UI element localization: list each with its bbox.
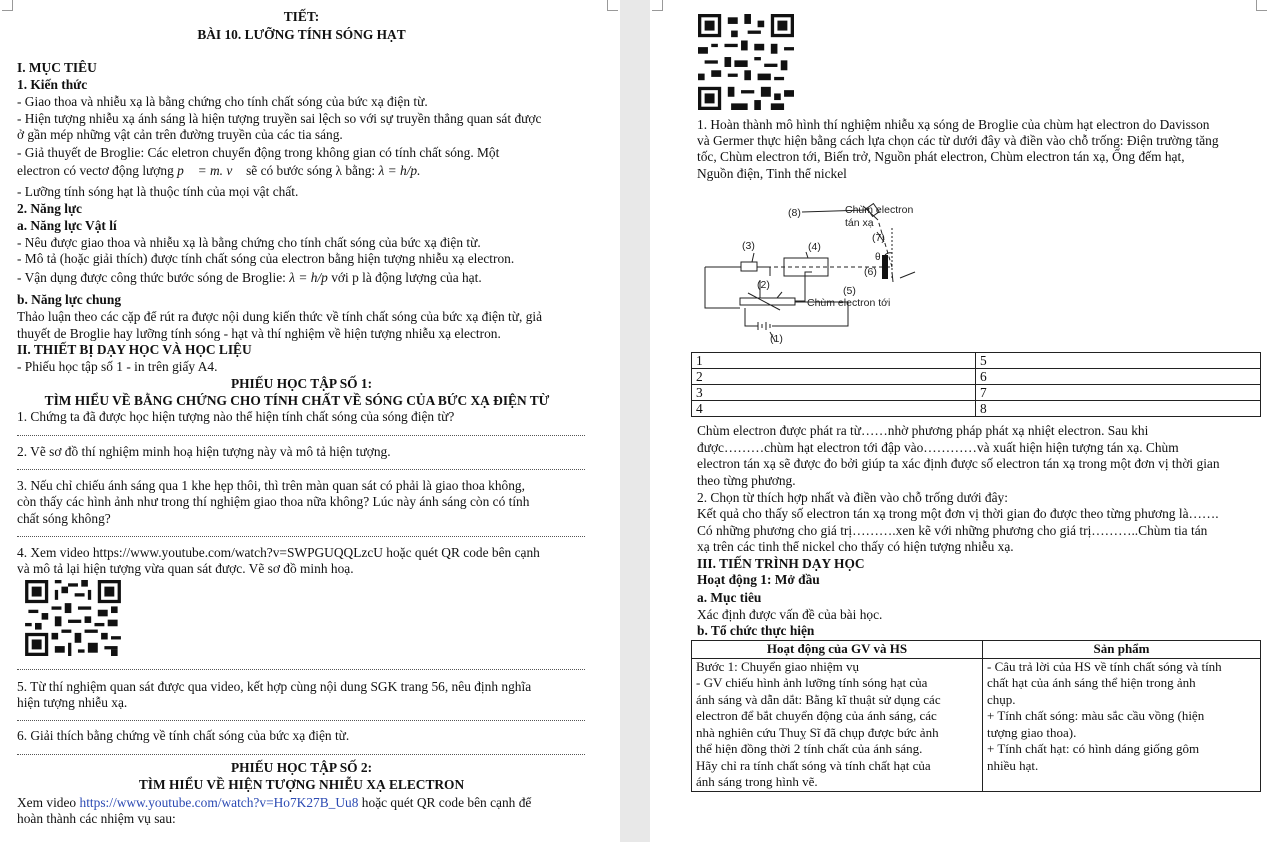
paragraph-line: ở gần mép những vật cản trên đường truyền của các tia sáng. <box>17 127 343 142</box>
answer-line <box>17 469 585 470</box>
paragraph-line: - Lưỡng tính sóng hạt là thuộc tính của mọi vật chất. <box>17 184 299 199</box>
paragraph-line: thuyết de Broglie hay lưỡng tính sóng - hạt và thí nghiệm về hiện tượng nhiễu xạ electron. <box>17 326 501 341</box>
qr-code-icon <box>24 580 122 656</box>
paragraph-line <box>17 795 531 811</box>
fill-in-line: Có những phương cho giá trị……….xen kẽ với những phương cho giá trị………..Chùm tia tán <box>697 523 1208 538</box>
fill-in-line: Chùm electron được phát ra từ……nhờ phương pháp phát xạ nhiệt electron. Sau khi <box>697 423 1149 438</box>
task-line: và Germer thực hiện bằng cách lựa chọn các từ dưới đây và điền vào chỗ trống: Điện trường tăng <box>697 133 1219 148</box>
paragraph-line: - Hiện tượng nhiễu xạ ánh sáng là hiện tượng truyền sai lệch so với sự truyền thẳng quan sát được <box>17 111 542 126</box>
table-cell: 6 <box>976 369 1261 385</box>
fill-in-line: theo từng phương. <box>697 473 796 488</box>
task-line: tốc, Chùm electron tới, Biến trở, Nguồn phát electron, Chùm electron tán xạ, Ống đếm hạt, <box>697 149 1185 164</box>
margin-corner-mark <box>1256 0 1267 11</box>
subsection-heading: Hoạt động 1: Mở đầu <box>697 572 820 587</box>
cell-line: ánh sáng trong hình vẽ. <box>696 774 818 789</box>
table-header-row <box>692 641 1261 659</box>
text-span: Xem video <box>17 795 77 810</box>
task-line: Nguồn điện, Tinh thể nickel <box>697 166 847 181</box>
table-row <box>692 658 1261 791</box>
table-row <box>692 401 1261 417</box>
column-header: Hoạt động của GV và HS <box>692 641 983 659</box>
paragraph-line: Xác định được vấn đề của bài học. <box>697 607 883 622</box>
text-span: - Vận dụng được công thức bước sóng de Broglie: <box>17 270 286 285</box>
cell-line: - GV chiếu hình ảnh lưỡng tính sóng hạt của <box>696 675 928 690</box>
diagram-label: (8) <box>788 207 801 219</box>
document-page-left <box>0 0 620 842</box>
cell-line: - Câu trả lời của HS về tính chất sóng và tính <box>987 658 1222 674</box>
circuit-wire <box>745 308 758 326</box>
answer-line <box>17 536 585 537</box>
paragraph-line: - Phiếu học tập số 1 - in trên giấy A4. <box>17 359 218 374</box>
question: còn thấy các hình ảnh như trong thí nghiệm giao thoa nữa không? Lúc này ánh sáng còn có tính <box>17 494 530 509</box>
table-cell: 7 <box>976 385 1261 401</box>
nickel-crystal-icon <box>882 255 888 279</box>
activity-table <box>691 640 1261 792</box>
qr-code-icon <box>698 14 794 110</box>
cell-line: tượng giao thoa). <box>987 724 1077 740</box>
margin-corner-mark <box>607 0 618 11</box>
fill-in-line: electron tán xạ sẽ được đo bởi giúp ta xác định được số electron tán xạ trong một đơn vị thời gian <box>697 456 1220 471</box>
worksheet-title: TÌM HIỂU VỀ BẰNG CHỨNG CHO TÍNH CHẤT VỀ SÓNG CỦA BỨC XẠ ĐIỆN TỪ <box>44 393 550 408</box>
formula: λ = h/p. <box>378 163 421 178</box>
text-span: electron có vectơ động lượng <box>17 163 174 178</box>
rheostat-icon <box>740 298 795 305</box>
leader-line <box>900 272 915 278</box>
question: chất sóng không? <box>17 511 111 526</box>
paragraph-line: - Giao thoa và nhiễu xạ là bằng chứng cho tính chất sóng của bức xạ điện từ. <box>17 94 428 109</box>
formula: λ = h/p <box>289 270 328 285</box>
question: 1. Chứng ta đã được học hiện tượng nào thể hiện tính chất sóng của sóng điện từ? <box>17 409 455 424</box>
subsection-heading: a. Mục tiêu <box>697 590 762 605</box>
leader-line <box>892 272 893 282</box>
answer-line <box>17 669 585 670</box>
fill-in-line: xạ trên các tinh thể nickel cho thấy có hiện tượng nhiễu xạ. <box>697 539 1014 554</box>
answer-line <box>17 754 585 755</box>
answer-line <box>17 720 585 721</box>
diagram-label: (4) <box>808 241 821 253</box>
question: và mô tả lại hiện tượng vừa quan sát được. Vẽ sơ đồ minh hoạ. <box>17 561 354 576</box>
theta-arc <box>885 253 892 255</box>
product-cell <box>983 658 1261 791</box>
table-row <box>692 353 1261 369</box>
cell-line: nhà nghiên cứu Thuỵ Sĩ đã chụp được bức ảnh <box>696 724 939 740</box>
paragraph-line: - Mô tả (hoặc giải thích) được tính chất sóng của electron bằng hiện tượng nhiễu xạ electron. <box>17 251 515 266</box>
cell-line: Hãy chỉ ra tính chất sóng và tính chất hạt của <box>696 757 931 773</box>
section-heading: I. MỤC TIÊU <box>17 60 97 75</box>
subsection-heading: b. Tổ chức thực hiện <box>697 623 815 638</box>
paragraph-line: hoàn thành các nhiệm vụ sau: <box>17 811 176 826</box>
cell-line: + Tính chất sóng: màu sắc cầu vồng (hiện <box>987 708 1205 723</box>
answer-table <box>691 352 1261 417</box>
question: 3. Nếu chỉ chiếu ánh sáng qua 1 khe hẹp thôi, thì trên màn quan sát có phải là giao thoa không, <box>17 478 525 493</box>
formula: p⃗ = m. v⃗ <box>177 163 243 178</box>
table-row <box>692 385 1261 401</box>
table-cell: 2 <box>692 369 976 385</box>
question: 2. Vẽ sơ đồ thí nghiệm minh hoạ hiện tượng này và mô tả hiện tượng. <box>17 444 391 459</box>
text-span: hoặc quét QR code bên cạnh để <box>361 795 532 810</box>
task-line: 1. Hoàn thành mô hình thí nghiệm nhiễu xạ sóng de Broglie của chùm hạt electron do Davisson <box>697 117 1210 132</box>
diagram-label: (7) <box>872 232 885 244</box>
text-span: sẽ có bước sóng λ bằng: <box>246 163 376 178</box>
cell-line: chất hạt của ánh sáng thể hiện trong ảnh <box>987 675 1196 690</box>
cell-line: nhiều hạt. <box>987 757 1039 773</box>
question: 6. Giải thích bằng chứng về tính chất sóng của bức xạ điện từ. <box>17 728 350 743</box>
cell-line: electron để bắt chuyển động của ánh sáng, các <box>696 708 937 723</box>
worksheet-title: TÌM HIỂU VỀ HIỆN TƯỢNG NHIỄU XẠ ELECTRON <box>138 777 465 792</box>
table-cell: 1 <box>692 353 976 369</box>
circuit-wire <box>757 267 770 276</box>
page-gutter <box>620 0 650 842</box>
answer-line <box>17 435 585 436</box>
document-page-right <box>650 0 1273 842</box>
leader-line <box>752 253 754 262</box>
cell-line: Bước 1: Chuyển giao nhiệm vụ <box>696 658 860 674</box>
margin-corner-mark <box>652 0 663 11</box>
table-row <box>692 369 1261 385</box>
video-link[interactable]: https://www.youtube.com/watch?v=Ho7K27B_Uu8 <box>79 795 359 810</box>
tiet-label: TIẾT: <box>283 9 320 24</box>
fill-in-line: Kết quả cho thấy số electron tán xạ trong một đơn vị thời gian đo được theo từng phương là……. <box>697 506 1219 521</box>
table-cell: 4 <box>692 401 976 417</box>
diagram-caption: Chùm electron <box>845 204 914 216</box>
text-span: với p là động lượng của hạt. <box>331 270 482 285</box>
diagram-caption: Chùm electron tới <box>807 297 891 309</box>
worksheet-heading: PHIẾU HỌC TẬP SỐ 1: <box>230 376 373 391</box>
diagram-label: (3) <box>742 240 755 252</box>
subsection-heading: 1. Kiến thức <box>17 77 88 92</box>
cell-line: + Tính chất hạt: có hình dáng giống gôm <box>987 741 1200 756</box>
question: hiện tượng nhiễu xạ. <box>17 695 128 710</box>
cell-line: ánh sáng và dẫn dắt: Bằng kĩ thuật sử dụng các <box>696 691 941 707</box>
davisson-germer-diagram <box>700 198 930 348</box>
electron-source-icon <box>741 262 757 271</box>
rheostat-slider <box>748 293 780 310</box>
theta-symbol: θ <box>875 252 881 263</box>
subsection-heading: a. Năng lực Vật lí <box>17 218 117 233</box>
diagram-label: (2) <box>757 279 770 291</box>
cell-line: chụp. <box>987 691 1016 707</box>
cell-line: thể hiện đồng thời 2 tính chất của ánh sáng. <box>696 741 923 756</box>
diagram-caption: tán xạ <box>845 217 874 229</box>
paragraph-line <box>17 270 482 286</box>
table-cell: 3 <box>692 385 976 401</box>
lesson-title: BÀI 10. LƯỠNG TÍNH SÓNG HẠT <box>197 27 406 42</box>
section-heading: III. TIẾN TRÌNH DẠY HỌC <box>697 556 865 571</box>
diagram-label: (1) <box>770 333 783 345</box>
paragraph-line: - Nêu được giao thoa và nhiễu xạ là bằng chứng cho tính chất sóng của bức xạ điện từ. <box>17 235 481 250</box>
subsection-heading: 2. Năng lực <box>17 201 82 216</box>
paragraph-line: Thảo luận theo các cặp để rút ra được nội dung kiến thức về tính chất sóng của bức xạ điện từ, giả <box>17 309 543 324</box>
task-line: 2. Chọn từ thích hợp nhất và điền vào chỗ trống dưới đây: <box>697 490 1008 505</box>
section-heading: II. THIẾT BỊ DẠY HỌC VÀ HỌC LIỆU <box>17 342 252 357</box>
paragraph-line <box>17 163 420 179</box>
table-cell: 5 <box>976 353 1261 369</box>
paragraph-line: - Giả thuyết de Broglie: Các eletron chuyển động trong không gian có tính chất sóng. Một <box>17 145 500 160</box>
question: 5. Từ thí nghiệm quan sát được qua video, kết hợp cùng nội dung SGK trang 56, nêu định nghĩa <box>17 679 532 694</box>
diagram-label: (6) <box>864 266 877 278</box>
activity-cell <box>692 658 983 791</box>
column-header: Sản phẩm <box>983 641 1261 659</box>
table-cell: 8 <box>976 401 1261 417</box>
worksheet-heading: PHIẾU HỌC TẬP SỐ 2: <box>230 760 373 775</box>
subsection-heading: b. Năng lực chung <box>17 292 122 307</box>
question: 4. Xem video https://www.youtube.com/watch?v=SWPGUQQLzcU hoặc quét QR code bên cạnh <box>17 545 540 560</box>
diagram-label: (5) <box>843 285 856 297</box>
leader-line <box>777 292 782 298</box>
fill-in-line: được………chùm hạt electron tới đập vào…………và xuất hiện hiện tượng tán xạ. Chùm <box>697 440 1179 455</box>
circuit-wire <box>705 267 740 308</box>
